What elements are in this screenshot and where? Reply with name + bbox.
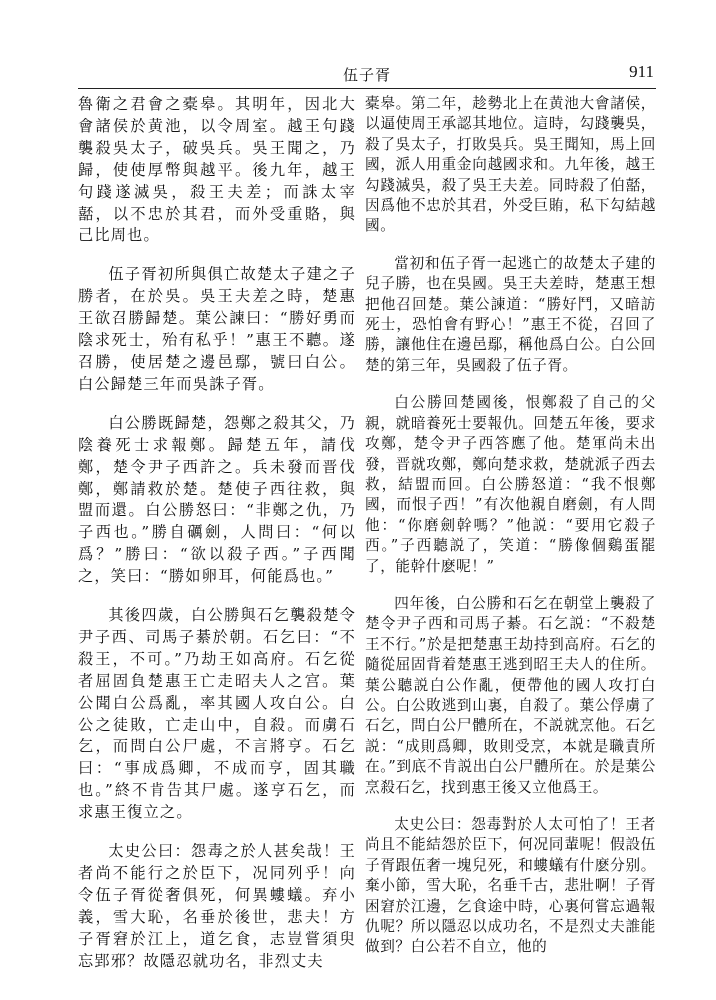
header-rule (78, 88, 656, 89)
classical-text-column (78, 94, 356, 990)
running-title: 伍子胥 (342, 66, 391, 84)
page-header (78, 62, 656, 86)
translation-paragraph: 太史公曰：怨毒對於人太可怕了！王者尚且不能結怨於臣下，何况同輩呢！假設伍子胥跟伍奢一塊兒死，和螻蟻有什麽分别。棄小節，雪大恥，名垂千古，悲壯啊！子胥困窘於江邊，乞食途中時，心裏何嘗忘過報仇呢？所以隱忍以成功名，不是烈丈夫誰能做到？白公若不自立，他的 (365, 816, 656, 956)
translation-column (365, 94, 656, 975)
classical-paragraph: 伍子胥初所與俱亡故楚太子建之子勝者，在於吳。吳王夫差之時，楚惠王欲召勝歸楚。葉公諫曰：“勝好勇而陰求死士，殆有私乎！”惠王不聽。遂召勝，使居楚之邊邑鄢，號曰白公。白公歸楚三年而吳誅子胥。 (78, 265, 356, 393)
translation-paragraph: 橐皋。第二年，趁勢北上在黄池大會諸侯，以逼使周王承認其地位。這時，勾踐襲吳，殺了吳太子，打敗吳兵。吳王聞知，馬上回國，派人用重金向越國求和。九年後，越王勾踐滅吳，殺了吳王夫差。同時殺了伯嚭，因爲他不忠於其君，外受巨賄，私下勾結越國。 (365, 95, 656, 235)
translation-paragraph: 四年後，白公勝和石乞在朝堂上襲殺了楚令尹子西和司馬子綦。石乞説：“不殺楚王不行。”於是把楚惠王劫持到高府。石乞的隨從屈固背着楚惠王逃到昭王夫人的住所。葉公聽説白公作亂，便帶他的國人攻打白公。白公敗逃到山裏，自殺了。葉公俘虜了石乞，問白公尸體所在，不説就烹他。石乞説：“成則爲卿，敗則受烹，本就是職責所在。”到底不肯説出白公尸體所在。於是葉公烹殺石乞，找到惠王後又立他爲王。 (365, 594, 656, 796)
classical-paragraph: 其後四歲，白公勝與石乞襲殺楚令尹子西、司馬子綦於朝。石乞曰：“不殺王，不可。”乃劫王如高府。石乞從者屈固負楚惠王亡走昭夫人之宫。葉公聞白公爲亂，率其國人攻白公。白公之徒敗，亡走山中，自殺。而虜石乞，而問白公尸處，不言將亨。石乞曰：“事成爲卿，不成而亨，固其職也。”終不肯告其尸處。遂亨石乞，而求惠王復立之。 (78, 606, 356, 822)
translation-paragraph: 白公勝回楚國後，恨鄭殺了自己的父親，就暗養死士要報仇。回楚五年後，要求攻鄭，楚令尹子西答應了他。楚軍尚未出發，晋就攻鄭，鄭向楚求救，楚就派子西去救，結盟而回。白公勝怒道：“我不恨鄭國，而恨子西！”有次他親自磨劍，有人問他：“你磨劍幹嗎？”他説：“要用它殺子西。”子西聽説了，笑道：“勝像個鷄蛋罷了，能幹什麽呢！” (365, 394, 656, 575)
classical-paragraph: 白公勝既歸楚，怨鄭之殺其父，乃陰養死士求報鄭。歸楚五年，請伐鄭，楚令尹子西許之。兵未發而晋伐鄭，鄭請救於楚。楚使子西往救，與盟而還。白公勝怒曰：“非鄭之仇，乃子西也。”勝自礪劍，人問曰：“何以爲？”勝曰：“欲以殺子西。”子西聞之，笑曰：“勝如卵耳，何能爲也。” (78, 413, 356, 586)
classical-paragraph: 魯衛之君會之橐皋。其明年，因北大會諸侯於黄池，以令周室。越王句踐襲殺吳太子，破吳兵。吳王聞之，乃歸，使使厚幣與越平。後九年，越王句踐遂滅吳，殺王夫差；而誅太宰嚭，以不忠於其君，而外受重賂，與己比周也。 (78, 95, 356, 245)
classical-paragraph: 太史公曰：怨毒之於人甚矣哉！王者尚不能行之於臣下，况同列乎！向令伍子胥從奢俱死，何異螻蟻。弃小義，雪大恥，名垂於後世，悲夫！方子胥窘於江上，道乞食，志豈嘗須臾忘郢邪？故隱忍就功名，非烈丈夫 (78, 842, 356, 970)
page-number: 911 (629, 62, 654, 81)
translation-paragraph: 當初和伍子胥一起逃亡的故楚太子建的兒子勝，也在吳國。吳王夫差時，楚惠王想把他召回楚。葉公諫道：“勝好鬥，又暗訪死士，恐怕會有野心！”惠王不從，召回了勝，讓他住在邊邑鄢，稱他爲白公。白公回楚的第三年，吳國殺了伍子胥。 (365, 254, 656, 374)
